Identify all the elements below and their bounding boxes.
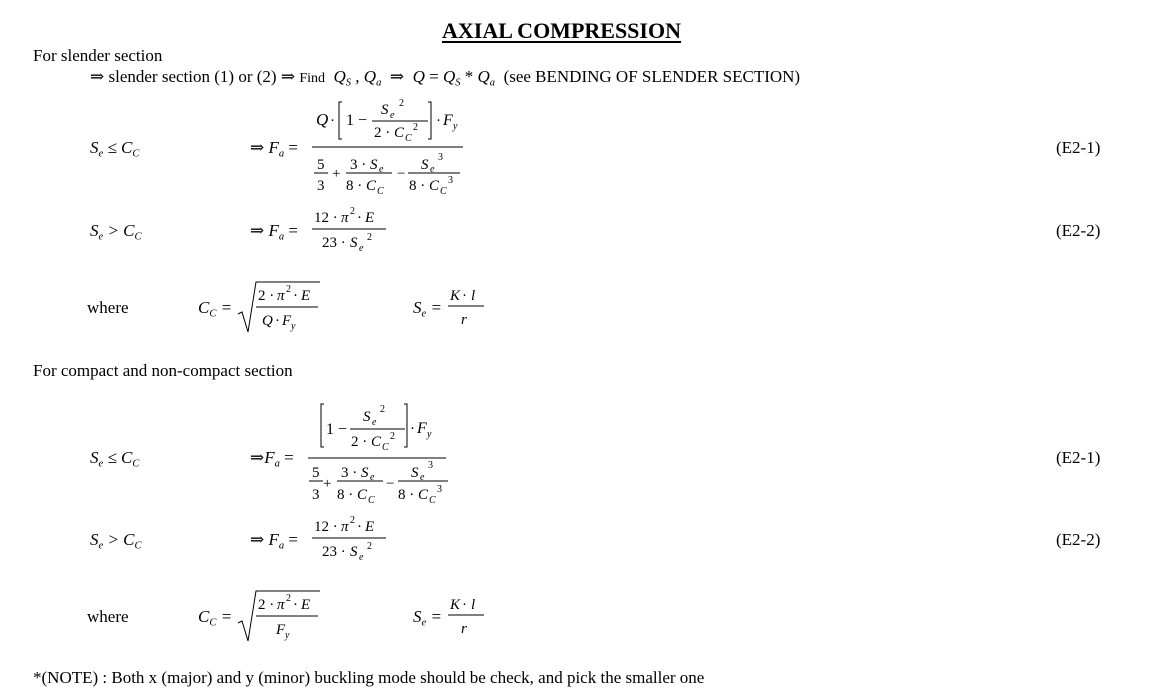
svg-text:·: ·	[410, 421, 415, 437]
slender-cc-lhs: $C_C$ =	[198, 298, 233, 320]
svg-text:E: E	[301, 288, 311, 304]
svg-text:e: e	[430, 164, 435, 175]
svg-text:C: C	[440, 186, 447, 197]
svg-text:C: C	[382, 442, 389, 453]
svg-text:e: e	[370, 472, 375, 483]
svg-text:F: F	[282, 313, 292, 329]
svg-text:3: 3	[448, 175, 453, 186]
svg-text:F: F	[443, 112, 453, 129]
svg-text:π: π	[277, 288, 285, 304]
svg-text:3: 3	[428, 460, 433, 471]
svg-text:8 ·: 8 ·	[409, 178, 426, 194]
svg-text:8 ·: 8 ·	[337, 487, 354, 503]
svg-text:3 ·: 3 ·	[341, 465, 358, 481]
svg-text:π: π	[277, 597, 285, 613]
svg-text:+: +	[323, 476, 332, 492]
svg-text:y: y	[453, 121, 458, 132]
compact-where-label: where	[87, 607, 129, 626]
svg-text:E: E	[365, 519, 375, 535]
svg-text:C: C	[394, 125, 405, 141]
svg-text:2: 2	[350, 515, 355, 526]
svg-text:F: F	[417, 420, 427, 437]
compact-eq1-lhs: $\Rightarrow F_a$ =	[250, 448, 294, 470]
compact-se-fraction	[446, 593, 496, 638]
svg-text:S: S	[350, 235, 358, 251]
svg-text:S: S	[363, 409, 371, 425]
implies-arrow: ⇒	[389, 67, 405, 86]
slender-se-fraction	[446, 284, 496, 329]
compact-cc-sqrt	[236, 587, 326, 647]
svg-text:2: 2	[390, 431, 395, 442]
svg-text:3: 3	[437, 484, 442, 495]
svg-text:r: r	[461, 312, 467, 328]
svg-text:S: S	[370, 157, 378, 173]
svg-text:S: S	[350, 544, 358, 560]
svg-text:2 ·: 2 ·	[374, 125, 391, 141]
implies-arrow: ⇒	[280, 67, 296, 86]
svg-text:3: 3	[317, 178, 325, 194]
svg-text:2: 2	[399, 98, 404, 109]
svg-text:E: E	[301, 597, 311, 613]
svg-text:3: 3	[312, 487, 320, 503]
svg-text:π: π	[341, 210, 349, 226]
compact-eq1-condition: $S_e \le C_C$	[90, 448, 140, 470]
svg-text:8 ·: 8 ·	[398, 487, 415, 503]
svg-text:e: e	[359, 243, 364, 254]
svg-text:C: C	[357, 487, 368, 503]
slender-eq1-fraction	[308, 92, 468, 202]
svg-text:2 ·: 2 ·	[258, 288, 275, 304]
slender-eq2-fraction	[308, 200, 398, 260]
svg-text:S: S	[361, 465, 369, 481]
svg-text:r: r	[461, 621, 467, 637]
svg-text:K: K	[450, 597, 461, 613]
svg-text:·: ·	[462, 288, 467, 304]
slender-note: (see BENDING OF SLENDER SECTION)	[503, 67, 801, 86]
svg-text:+: +	[332, 166, 341, 182]
svg-text:C: C	[366, 178, 377, 194]
svg-text:e: e	[390, 110, 395, 121]
svg-text:2: 2	[286, 593, 291, 604]
footnote: *(NOTE) : Both x (major) and y (minor) buckling mode should be check, and pick the smaller one	[33, 668, 705, 687]
slender-step-text: slender section (1) or (2)	[108, 67, 277, 86]
svg-text:K: K	[450, 288, 461, 304]
svg-text:·: ·	[357, 210, 362, 226]
svg-text:F: F	[276, 622, 286, 638]
slender-section-heading: For slender section	[33, 46, 163, 65]
svg-text:·: ·	[330, 113, 335, 129]
page-title: AXIAL COMPRESSION	[442, 18, 681, 43]
slender-se-lhs: $S_e$ =	[413, 298, 442, 320]
svg-text:e: e	[379, 164, 384, 175]
svg-text:C: C	[405, 133, 412, 144]
svg-text:e: e	[372, 417, 377, 428]
svg-text:y: y	[285, 630, 290, 641]
svg-text:l: l	[471, 597, 476, 613]
svg-text:·: ·	[293, 597, 298, 613]
svg-text:e: e	[420, 472, 425, 483]
compact-cc-lhs: $C_C$ =	[198, 607, 233, 629]
compact-se-lhs: $S_e$ =	[413, 607, 442, 629]
svg-text:23 ·: 23 ·	[322, 235, 346, 251]
svg-text:2: 2	[286, 284, 291, 295]
svg-text:2: 2	[380, 404, 385, 415]
compact-eq1-ref: (E2-1)	[1056, 448, 1101, 467]
svg-text:C: C	[418, 487, 429, 503]
product-formula: Q	[412, 67, 425, 86]
compact-eq2-ref: (E2-2)	[1056, 530, 1101, 549]
svg-text:C: C	[377, 186, 384, 197]
svg-text:1 −: 1 −	[346, 112, 368, 129]
slender-eq2-lhs: ⇒ $F_a$ =	[250, 221, 298, 243]
svg-text:y: y	[291, 321, 296, 332]
svg-text:Q: Q	[262, 313, 273, 329]
svg-text:2 ·: 2 ·	[258, 597, 275, 613]
svg-text:l: l	[471, 288, 476, 304]
slender-where-label: where	[87, 298, 129, 317]
svg-text:S: S	[421, 157, 429, 173]
svg-text:Q: Q	[316, 110, 329, 129]
svg-text:π: π	[341, 519, 349, 535]
slender-cc-sqrt	[236, 278, 326, 338]
svg-text:12 ·: 12 ·	[314, 210, 338, 226]
svg-text:S: S	[411, 465, 419, 481]
svg-text:12 ·: 12 ·	[314, 519, 338, 535]
compact-eq1-fraction	[304, 400, 454, 512]
svg-text:C: C	[371, 434, 382, 450]
svg-text:E: E	[365, 210, 375, 226]
svg-text:C: C	[368, 495, 375, 506]
svg-text:2: 2	[367, 232, 372, 243]
svg-text:·: ·	[275, 313, 280, 329]
slender-eq1-lhs: ⇒ $F_a$ =	[250, 138, 298, 160]
svg-text:·: ·	[462, 597, 467, 613]
slender-eq2-ref: (E2-2)	[1056, 221, 1101, 240]
svg-text:5: 5	[312, 465, 320, 481]
svg-text:2 ·: 2 ·	[351, 434, 368, 450]
svg-text:3 ·: 3 ·	[350, 157, 367, 173]
svg-text:5: 5	[317, 157, 325, 173]
svg-text:e: e	[359, 552, 364, 563]
svg-text:2: 2	[413, 122, 418, 133]
svg-text:8 ·: 8 ·	[346, 178, 363, 194]
svg-text:·: ·	[436, 113, 441, 129]
svg-text:y: y	[427, 429, 432, 440]
svg-text:C: C	[429, 495, 436, 506]
find-vars: $Q_S$ , $Q_a$	[333, 67, 382, 89]
svg-text:S: S	[381, 102, 389, 118]
compact-section-heading: For compact and non-compact section	[33, 361, 293, 380]
svg-text:2: 2	[367, 541, 372, 552]
slender-eq1-ref: (E2-1)	[1056, 138, 1101, 157]
implies-arrow: ⇒	[90, 67, 105, 86]
svg-text:1 −: 1 −	[326, 421, 348, 438]
svg-text:·: ·	[357, 519, 362, 535]
svg-text:C: C	[429, 178, 440, 194]
compact-eq2-lhs: ⇒ $F_a$ =	[250, 530, 298, 552]
svg-text:2: 2	[350, 206, 355, 217]
svg-text:·: ·	[293, 288, 298, 304]
slender-step-line: ⇒ slender section (1) or (2) ⇒ Find $Q_S$ , $Q_a$ ⇒ $Q = Q_S * Q_a$ (see BENDING OF SLENDER SECTION)	[90, 67, 801, 89]
svg-text:3: 3	[438, 152, 443, 163]
compact-eq2-condition: $S_e > C_C$	[90, 530, 142, 552]
slender-eq1-condition: $S_e \le C_C$	[90, 138, 140, 160]
slender-eq2-condition: $S_e > C_C$	[90, 221, 142, 243]
svg-text:−: −	[397, 166, 406, 182]
svg-text:−: −	[386, 476, 395, 492]
compact-eq2-fraction	[308, 509, 398, 569]
svg-text:23 ·: 23 ·	[322, 544, 346, 560]
find-label: Find	[299, 71, 325, 86]
